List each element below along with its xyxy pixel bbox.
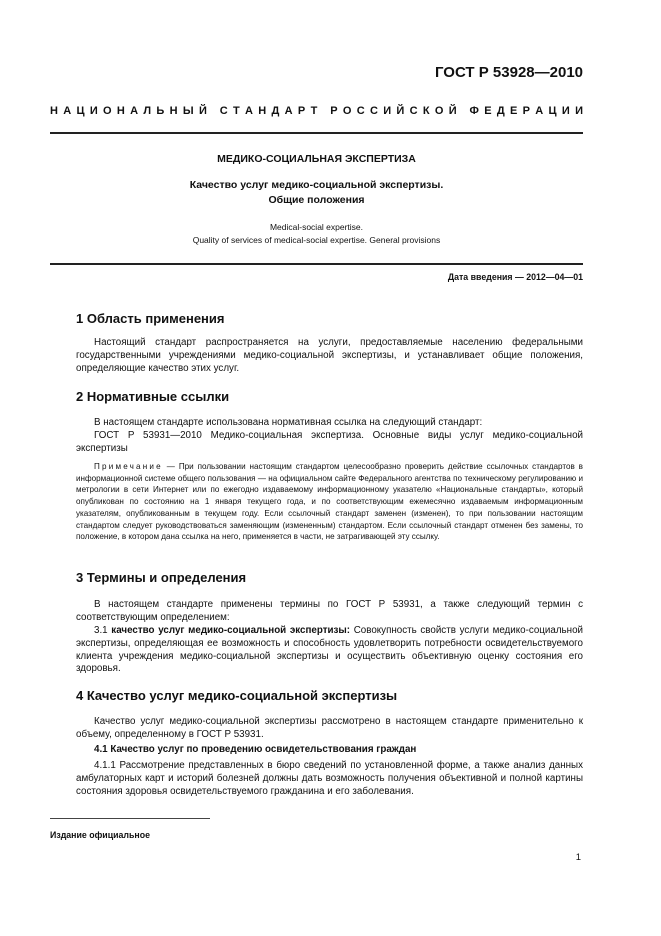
section-3-text-1: В настоящем стандарте применены термины по ГОСТ Р 53931, а также следующий термин с соответствующим определением: bbox=[76, 599, 583, 623]
section-3-term bbox=[76, 625, 583, 676]
section-4-1-1-text: 4.1.1 Рассмотрение представленных в бюро сведений по установленной форме, а также анализ данных амбулаторных карт и историй болезней должны дать возможность получения объективной и полной картины состояния здоровья освидетельствуемого гражданина и его заболевания. bbox=[76, 760, 583, 797]
page-number: 1 bbox=[575, 852, 581, 863]
section-4-heading: 4 Качество услуг медико-социальной экспертизы bbox=[76, 688, 398, 703]
section-1-text: Настоящий стандарт распространяется на услуги, предоставляемые населению федеральными государственными учреждениями медико-социальной экспертизы, и устанавливает общие положения, определяющие качество этих услуг. bbox=[76, 337, 583, 374]
banner-word-2: С Т А Н Д А Р Т bbox=[219, 105, 318, 117]
banner-word-3: Р О С С И Й С К О Й bbox=[330, 105, 457, 117]
document-title: МЕДИКО-СОЦИАЛЬНАЯ ЭКСПЕРТИЗА bbox=[217, 153, 416, 165]
note-label: Примечание bbox=[94, 462, 163, 471]
footer-rule bbox=[50, 818, 210, 819]
note-text: — При пользовании настоящим стандартом целесообразно проверить действие ссылочных стандартов в информационной системе общего пользования — на официальном сайте Федерального агентства по техническому регулированию и метрологии в сети Интернет или по ежегодно издаваемому информационному указателю «Национальные стандарты», который опубликован по состоянию на 1 января текущего года, и по соответствующим ежемесячно издаваемым информационным указателям, опубликованным в текущем году. Если ссылочный стандарт заменен (изменен), то при пользовании настоящим стандартом следует руководствоваться заменяющим (измененным) стандартом. Если ссылочный стандарт отменен без замены, то положение, в котором дана ссылка на него, применяется в части, не затрагивающей эту ссылку. bbox=[76, 462, 583, 542]
subtitle-line-1: Качество услуг медико-социальной экспертизы. bbox=[189, 179, 444, 191]
top-rule bbox=[50, 132, 583, 134]
introduction-date: Дата введения — 2012—04—01 bbox=[447, 272, 583, 282]
section-2-note bbox=[76, 461, 583, 543]
subtitle-line-2: Общие положения bbox=[268, 194, 365, 206]
document-code: ГОСТ Р 53928—2010 bbox=[434, 64, 583, 81]
section-3-heading: 3 Термины и определения bbox=[76, 570, 247, 585]
english-title-line-1: Medical-social expertise. bbox=[269, 222, 364, 232]
section-4-1-heading: 4.1 Качество услуг по проведению освидетельствования граждан bbox=[94, 744, 417, 755]
section-2-heading: 2 Нормативные ссылки bbox=[76, 389, 230, 404]
national-standard-banner bbox=[50, 105, 583, 117]
banner-word-1: Н А Ц И О Н А Л Ь Н Ы Й bbox=[50, 105, 207, 117]
document-subtitle bbox=[50, 178, 583, 208]
english-title-line-2: Quality of services of medical-social expertise. General provisions bbox=[192, 234, 441, 245]
middle-rule bbox=[50, 263, 583, 265]
term-definition: Совокупность свойств услуги медико-социальной экспертизы, определяющая ее возможность и способность удовлетворить потребности освидетельствуемого клиента учреждения медико-социальной экспертизы и осуществить объективную оценку состояния его здоровья. bbox=[76, 625, 583, 675]
section-4-text-1: Качество услуг медико-социальной экспертизы рассмотрено в настоящем стандарте применительно к объему, определенному в ГОСТ Р 53931. bbox=[76, 716, 583, 740]
term-name: качество услуг медико-социальной экспертизы: bbox=[111, 625, 351, 636]
section-2-text-1: В настоящем стандарте использована нормативная ссылка на следующий стандарт: bbox=[94, 417, 483, 428]
banner-word-4: Ф Е Д Е Р А Ц И И bbox=[469, 105, 583, 117]
section-1-heading: 1 Область применения bbox=[76, 311, 225, 326]
official-edition-label: Издание официальное bbox=[50, 830, 150, 840]
term-number: 3.1 bbox=[94, 625, 112, 636]
section-2-text-2: ГОСТ Р 53931—2010 Медико-социальная экспертиза. Основные виды услуг медико-социальной экспертизы bbox=[76, 430, 583, 454]
english-title bbox=[50, 221, 583, 246]
